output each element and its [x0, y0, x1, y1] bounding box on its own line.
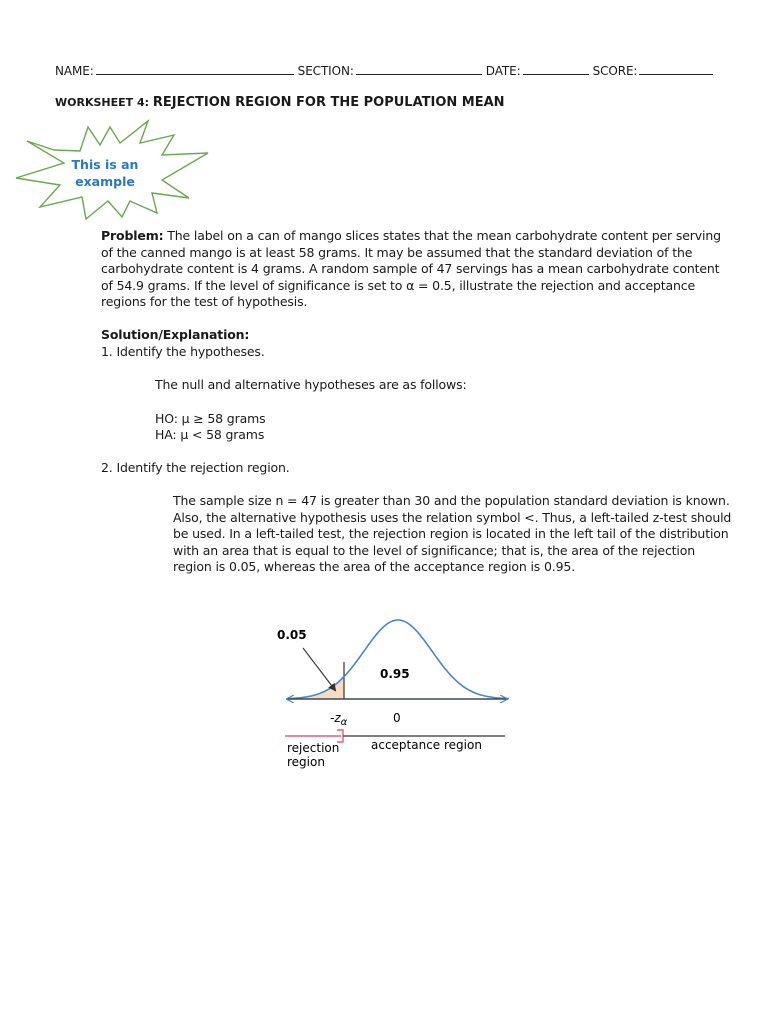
rejection-region-explanation: The sample size n = 47 is greater than 30 and the population standard deviation is known. Also, the alternative hypothesis uses the relation symbol <. Thus, a left-tailed z-test should be used. In a left-tailed test, the rejection region is located in the left tail of the distribution with an area that is equal to the level of significance; that is, the area of the rejection region is 0.05, whereas the area of the acceptance region is 0.95. — [173, 493, 732, 575]
rejection-region-label-1: rejection — [287, 741, 340, 755]
step-1: 1. Identify the hypotheses. — [101, 344, 265, 359]
student-info-line — [55, 62, 725, 78]
solution-heading: Solution/Explanation: — [101, 327, 250, 342]
acceptance-region-label: acceptance region — [371, 738, 482, 752]
alternative-hypothesis: HA: μ < 58 grams — [155, 427, 265, 442]
worksheet-number: WORKSHEET 4: — [55, 96, 153, 109]
tail-area-label: 0.05 — [277, 628, 307, 642]
critical-value-label — [330, 711, 348, 728]
name-field[interactable] — [96, 62, 294, 75]
tail-pointer-arrow — [303, 648, 335, 690]
date-label: DATE: — [485, 64, 521, 78]
step-2: 2. Identify the rejection region. — [101, 460, 290, 475]
problem-label: Problem: — [101, 228, 164, 243]
callout-line-1: This is an — [71, 157, 139, 172]
normal-curve-figure — [265, 610, 525, 780]
null-hypothesis: HO: μ ≥ 58 grams — [155, 411, 266, 426]
problem-statement — [101, 228, 731, 311]
alpha-subscript: α — [340, 717, 348, 728]
name-label: NAME: — [55, 64, 94, 78]
center-label: 0 — [393, 711, 401, 725]
score-label: SCORE: — [592, 64, 638, 78]
problem-text: The label on a can of mango slices states that the mean carbohydrate content per serving of the canned mango is at least 58 grams. It may be assumed that the standard deviation of the carbohydrate content is 4 grams. A random sample of 47 servings has a mean carbohydrate content of 54.9 grams. If the level of significance is set to α = 0.5, illustrate the rejection and acceptance regions for the test of hypothesis. — [101, 228, 721, 310]
critical-z-text: -z — [330, 711, 341, 725]
rejection-region-label-2: region — [287, 755, 325, 769]
callout-line-2: example — [75, 174, 135, 189]
worksheet-title — [55, 95, 505, 110]
normal-curve — [287, 620, 509, 699]
body-area-label: 0.95 — [380, 667, 410, 681]
section-field[interactable] — [356, 62, 482, 75]
hypotheses-intro: The null and alternative hypotheses are as follows: — [155, 377, 467, 392]
score-field[interactable] — [639, 62, 713, 75]
worksheet-topic: REJECTION REGION FOR THE POPULATION MEAN — [152, 95, 505, 110]
date-field[interactable] — [523, 62, 589, 75]
section-label: SECTION: — [297, 64, 354, 78]
example-callout-text — [60, 156, 150, 190]
